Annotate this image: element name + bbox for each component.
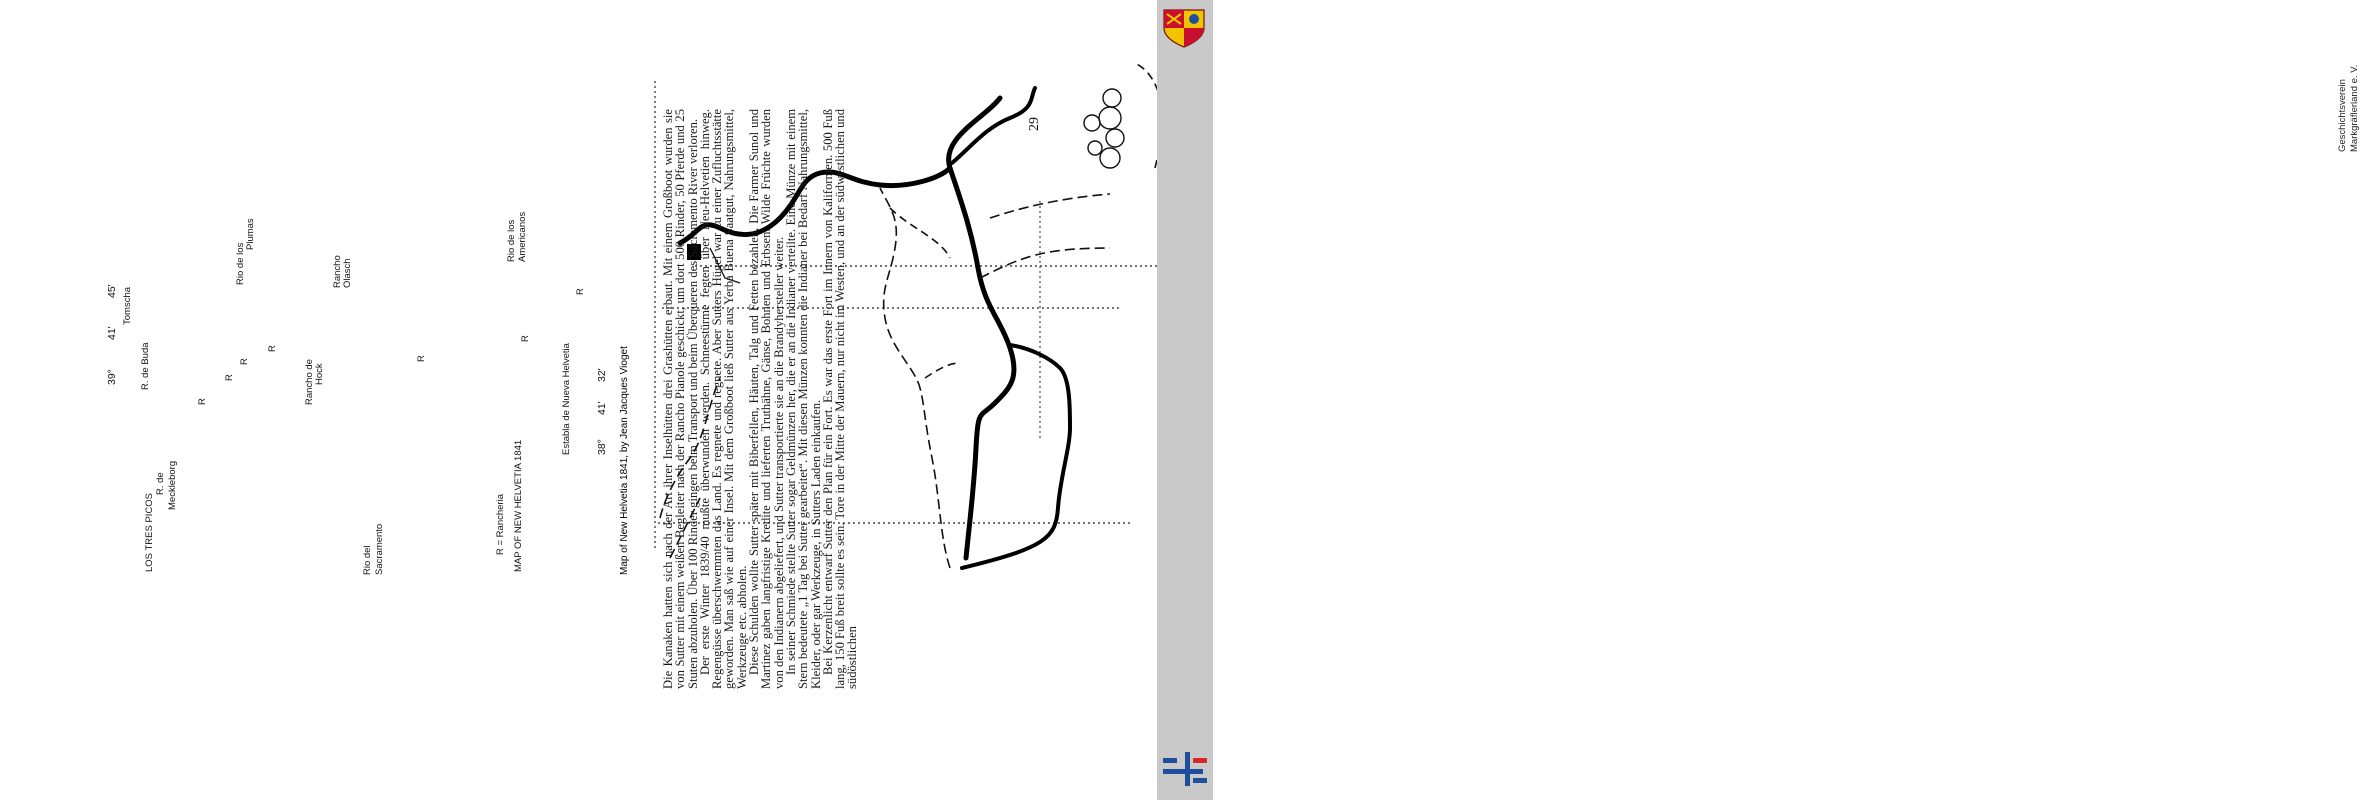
label-plumas: Plumas bbox=[245, 218, 256, 250]
paragraph: Diese Schulden wollte Sutter später mit Biberfellen, Häuten, Talg und Fetten bezahlen. Die Farmer Sunol und Martinez gaben langfristige Kredite und lieferten Truthähne, Gänse, Bohnen und Erbsen. Wilde Früchte wurden von den Indianern abgeliefert, und Sutter transportierte sie an die Brandyhersteller weiter. bbox=[747, 109, 786, 689]
label-r-de-buda: R. de Buda bbox=[140, 342, 151, 390]
rancheria-mark: R bbox=[224, 374, 235, 381]
label-rio-americanos-1: Rio de los bbox=[506, 219, 517, 262]
label-sacramento: Sacramento bbox=[374, 523, 385, 575]
coord-lon32: 32' bbox=[596, 368, 608, 382]
label-rio-de-los: Rio de los bbox=[235, 242, 246, 285]
document-page bbox=[0, 0, 1157, 800]
viewer-sidebar bbox=[1157, 0, 2360, 800]
map-figure bbox=[0, 0, 660, 600]
river-dashed-north-2 bbox=[990, 194, 1110, 218]
label-meckleborg: Meckleborg bbox=[167, 460, 178, 510]
river-sacramento-lower bbox=[962, 345, 1070, 568]
paragraph: Bei Kerzenlicht entwarf Sutter den Plan für ein Fort. Es war das erste Fort im Innern von Kalifornien. 500 Fuß lang, 150 Fuß breit sollte es sein. Tore in der Mitte der Mauern, nur nicht im Westen, und an der südwestlichen und südöstlichen bbox=[820, 109, 860, 689]
paragraph: Die Kanaken hatten sich nach der Art ihrer Inselhütten drei Grashütten erbaut. Mit einem Großboot wurden sie von Sutter mit einem weißen Begleiter nach der Rancho Pianole geschickt, um dort 500 Rinder, 50 Pferde und 25 Stuten abzuholen. Über 100 Rinder gingen beim Transport und beim Überqueren des Sacramento River verloren. bbox=[661, 109, 700, 689]
coord-lon45: 45' bbox=[106, 284, 118, 298]
society-line1: Geschichtsverein bbox=[2337, 79, 2348, 152]
paragraph: Der erste Winter 1839/40 mußte überwunden werden. Schneestürme fegten über Neu-Helvetien hinweg. Regengüsse überschwemmten das Land. Es regnete und regnete. Aber Sutters Hügel war zu einer Zufluchtsstätte geworden. Man saß wie auf einer Insel. Mit dem Großboot ließ Sutter aus Yerba Buena Saatgut, Nahrungsmittel, Werkzeuge etc. abholen. bbox=[697, 109, 749, 689]
river-dashed-west-2 bbox=[925, 363, 960, 378]
label-rancho-hock-1: Rancho de bbox=[304, 359, 315, 405]
coord-lon41-bottom: 41' bbox=[596, 401, 608, 415]
rancheria-mark: R bbox=[575, 288, 586, 295]
paragraph: In seiner Schmiede stellte Sutter sogar Geldmünzen her, die er an die Indianer verteilte. Eine Münze mit einem Stern bedeutete „1 Tag bei Sutter gearbeitet“. Mit diesen Münzen konnten die Indianer bei Bedarf Nahrungsmittel, Kleider, oder gar Werkzeuge, in Sutters Laden einkaufen. bbox=[783, 109, 823, 689]
article-body bbox=[662, 109, 859, 689]
page-number: 29 bbox=[1027, 117, 1042, 131]
label-tres-picos: LOS TRES PICOS bbox=[144, 492, 155, 572]
coord-lat39: 39° bbox=[106, 369, 118, 385]
river-sacramento bbox=[949, 98, 1014, 558]
label-r-de: R. de bbox=[155, 472, 166, 495]
river-dashed-north bbox=[980, 248, 1110, 278]
coord-lon41-top: 41' bbox=[106, 326, 118, 340]
label-rancho-olasch-1: Rancho bbox=[332, 255, 343, 288]
label-rancho-olasch-2: Olasch bbox=[342, 258, 353, 288]
map-caption: Map of New Helvetia 1841, by Jean Jacques Vioget bbox=[619, 346, 630, 575]
map-legend: R = Rancheria bbox=[495, 494, 506, 555]
ub-freiburg-logo-icon[interactable] bbox=[1163, 750, 1207, 790]
label-rio-del: Rio del bbox=[362, 545, 373, 575]
coat-of-arms-icon bbox=[1161, 8, 1207, 48]
rancheria-mark: R bbox=[267, 345, 278, 352]
river-dashed-west bbox=[880, 188, 950, 568]
label-establa: Establa de Nueva Helvetia bbox=[561, 343, 572, 455]
map-title: MAP OF NEW HELVETIA 1841 bbox=[513, 439, 524, 572]
society-line2: Markgräflerland e. V. bbox=[2349, 64, 2360, 152]
rancheria-mark: R bbox=[520, 335, 531, 342]
coord-lat38: 38° bbox=[596, 439, 608, 455]
rancheria-mark: R bbox=[416, 355, 427, 362]
river-buda bbox=[952, 88, 1035, 163]
mountains-tres-picos bbox=[1084, 89, 1124, 168]
label-tomscha: Tomscha bbox=[122, 286, 133, 325]
label-rancho-hock-2: Hock bbox=[314, 363, 325, 385]
rancheria-mark: R bbox=[197, 398, 208, 405]
river-dashed-mid bbox=[890, 208, 950, 258]
rancheria-mark: R bbox=[239, 358, 250, 365]
label-rio-americanos-2: Americanos bbox=[517, 211, 528, 262]
